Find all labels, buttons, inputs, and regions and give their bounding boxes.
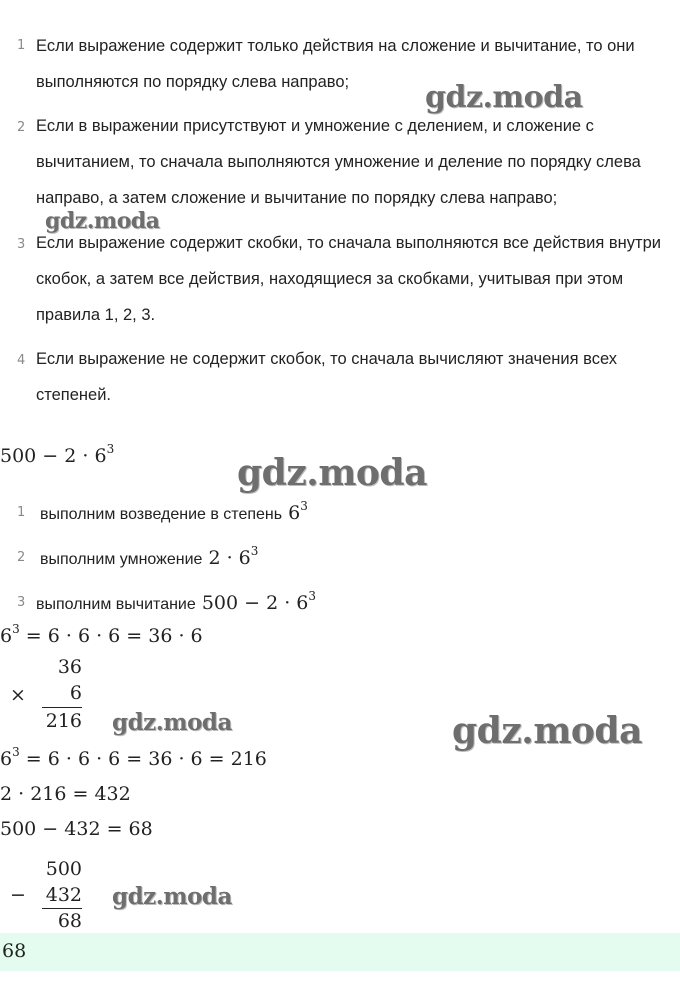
calc-exponent: 3 — [12, 745, 20, 759]
mult-top: 36 — [57, 656, 82, 678]
answer-value: 68 — [2, 940, 27, 962]
step-exponent: 3 — [250, 544, 259, 558]
mult-result: 216 — [45, 710, 82, 732]
mult-bottom: 6 — [42, 682, 82, 708]
sub-bottom: 432 — [42, 884, 82, 909]
rule-number: 4 — [17, 353, 26, 368]
expression-exponent: 3 — [106, 442, 115, 456]
rule-number: 3 — [17, 237, 26, 252]
rule-number: 2 — [17, 120, 26, 135]
watermark: gdz.moda — [112, 883, 232, 910]
watermark: gdz.moda — [45, 208, 160, 234]
calc-line — [0, 745, 267, 770]
step-text: выполним умножение — [40, 551, 203, 568]
step-math: 6 — [288, 502, 301, 524]
calc-rest: = 6 · 6 · 6 = 36 · 6 = 216 — [19, 748, 267, 770]
step-text: выполним вычитание — [36, 596, 196, 613]
rule-text: Если в выражении присутствуют и умножение с делением, и сложение с вычитанием, то сначала выполняются умножение и деление по порядку слева направо, а затем сложение и вычитание по порядку слева направо; — [36, 117, 641, 207]
step-number: 3 — [17, 595, 26, 610]
sub-top: 500 — [45, 858, 82, 880]
mult-operator: × — [10, 684, 26, 706]
sub-result: 68 — [57, 910, 82, 932]
step-number: 1 — [17, 505, 26, 520]
watermark: gdz.moda — [112, 709, 232, 736]
calc-base: 6 — [0, 625, 13, 647]
expression-base: 500 − 2 · 6 — [0, 445, 107, 467]
calc-line: 500 − 432 = 68 — [0, 818, 153, 840]
calc-exponent: 3 — [12, 622, 20, 636]
calc-line — [0, 622, 203, 647]
step-exponent: 3 — [300, 499, 308, 513]
watermark: gdz.moda — [425, 80, 583, 115]
step-number: 2 — [17, 550, 26, 565]
main-expression — [0, 442, 115, 467]
watermark: gdz.moda — [452, 710, 642, 752]
rule-text: Если выражение не содержит скобок, то сначала вычисляют значения всех степеней. — [36, 350, 618, 404]
calc-rest: = 6 · 6 · 6 = 36 · 6 — [19, 625, 203, 647]
answer-box — [0, 933, 680, 971]
step-math: 500 − 2 · 6 — [201, 592, 309, 614]
watermark: gdz.moda — [237, 452, 427, 494]
calc-line: 2 · 216 = 432 — [0, 783, 131, 805]
sub-operator: − — [10, 884, 26, 906]
step-text: выполним возведение в степень — [40, 506, 283, 523]
calc-base: 6 — [0, 748, 13, 770]
rule-text: Если выражение содержит только действия на сложение и вычитание, то они выполняются по порядку слева направо; — [36, 37, 635, 91]
rule-number: 1 — [17, 38, 26, 53]
rule-text: Если выражение содержит скобки, то сначала выполняются все действия внутри скобок, а затем все действия, находящиеся за скобками, учитывая при этом правила 1, 2, 3. — [36, 234, 661, 324]
step-math: 2 · 6 — [208, 547, 251, 569]
step-exponent: 3 — [308, 589, 317, 603]
